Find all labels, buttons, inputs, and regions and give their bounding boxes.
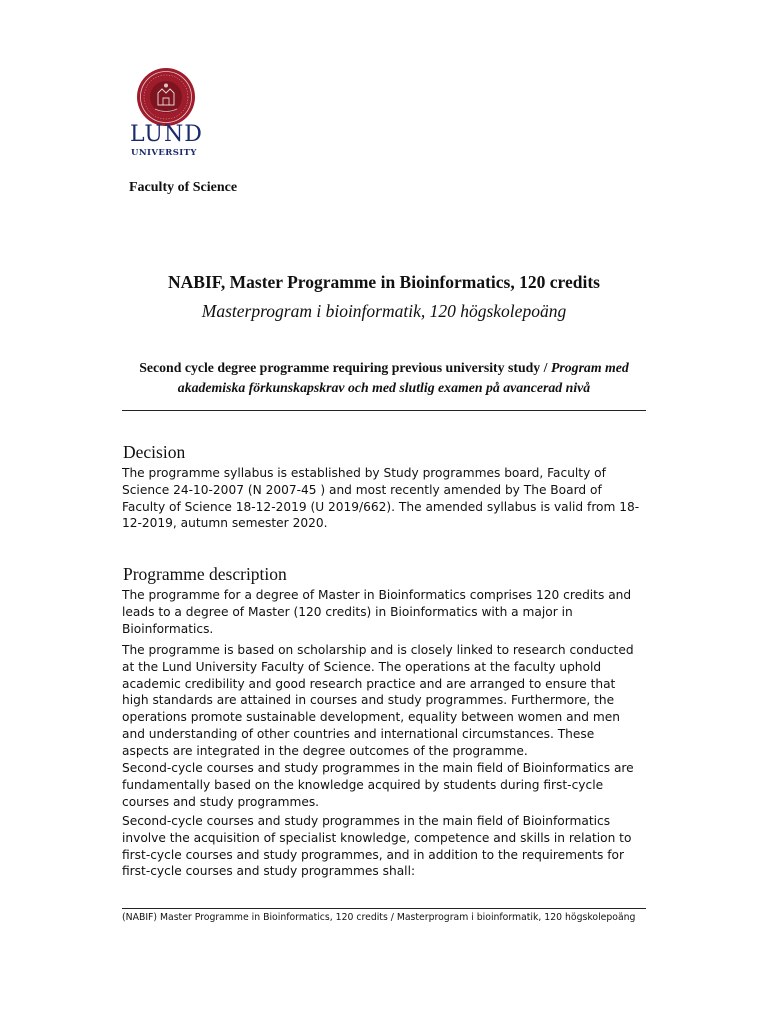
description-paragraph: Second-cycle courses and study programmes in the main field of Bioinformatics are fundamentally based on the knowledge acquired by students during first-cycle courses and study programmes.: [122, 761, 634, 809]
cycle-statement: [122, 358, 646, 398]
header-divider: [122, 410, 646, 411]
faculty-name: Faculty of Science: [129, 180, 238, 195]
description-paragraph: The programme for a degree of Master in Bioinformatics comprises 120 credits and leads to a degree of Master (120 credits) in Bioinformatics with a major in Bioinformatics.: [122, 588, 632, 636]
cycle-separator: /: [543, 360, 548, 375]
footer-divider: [122, 908, 646, 909]
page-footer: (NABIF) Master Programme in Bioinformatics, 120 credits / Masterprogram i bioinformatik, 120 högskolepoäng: [122, 912, 636, 923]
programme-title-swedish: Masterprogram i bioinformatik, 120 högskolepoäng: [201, 301, 567, 321]
programme-description-heading: Programme description: [123, 564, 287, 584]
university-seal-icon: [136, 67, 196, 127]
cycle-english: Second cycle degree programme requiring previous university study: [139, 360, 541, 375]
programme-title: NABIF, Master Programme in Bioinformatics, 120 credits: [168, 272, 600, 292]
university-wordmark: LUND: [130, 122, 203, 147]
university-wordmark-sub: UNIVERSITY: [131, 148, 197, 158]
description-paragraph: The programme is based on scholarship and is closely linked to research conducted at the Lund University Faculty of Science. The operations at the faculty uphold academic credibility and good research practice and are arranged to ensure that high standards are attained in courses and study programmes. Furthermore, the operations promote sustainable development, equality between women and men and understanding of other countries and international circumstances. These aspects are integrated in the degree outcomes of the programme.: [122, 643, 634, 758]
description-paragraph: Second-cycle courses and study programmes in the main field of Bioinformatics involve the acquisition of specialist knowledge, competence and skills in relation to first-cycle courses and study programmes, and in addition to the requirements for first-cycle courses and study programmes shall:: [122, 814, 632, 879]
decision-paragraph: The programme syllabus is established by Study programmes board, Faculty of Science 24-10-2007 (N 2007-45 ) and most recently amended by The Board of Faculty of Science 18-12-2019 (U 2019/662). The amended syllabus is valid from 18-12-2019, autumn semester 2020.: [122, 466, 640, 531]
decision-heading: Decision: [123, 442, 186, 462]
cycle-swedish: Program med akademiska förkunskapskrav och med slutlig examen på avancerad nivå: [177, 360, 629, 395]
